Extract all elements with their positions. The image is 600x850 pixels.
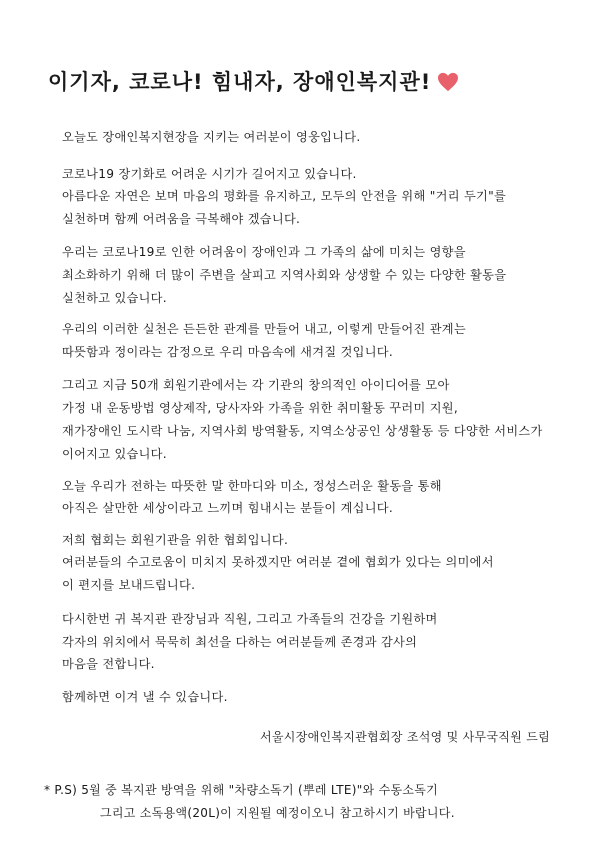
signature: 서울시장애인복지관협회장 조석영 및 사무국직원 드림	[260, 730, 550, 744]
heart-icon	[437, 72, 459, 92]
paragraph-line: 가정 내 운동방법 영상제작, 당사자와 가족을 위한 취미활동 꾸러미 지원,	[62, 401, 459, 415]
postscript-line: 그리고 소독용액(20L)이 지원될 예정이오니 참고하시기 바랍니다.	[100, 806, 455, 820]
paragraph-line: 아름다운 자연은 보며 마음의 평화를 유지하고, 모두의 안전을 위해 "거리 두기"를	[62, 189, 507, 203]
paragraph-line: 재가장애인 도시락 나눔, 지역사회 방역활동, 지역소상공인 상생활동 등 다양한 서비스가	[62, 424, 543, 438]
paragraph-line: 이어지고 있습니다.	[62, 447, 167, 461]
paragraph-line: 다시한번 귀 복지관 관장님과 직원, 그리고 가족들의 건강을 기원하며	[62, 612, 438, 626]
title-text: 이기자, 코로나! 힘내자, 장애인복지관!	[48, 70, 432, 94]
paragraph-line: 이 편지를 보내드립니다.	[62, 578, 196, 592]
paragraph-line: 코로나19 장기화로 어려운 시기가 길어지고 있습니다.	[62, 167, 357, 181]
paragraph-line: 실천하며 함께 어려움을 극복해야 겠습니다.	[62, 212, 301, 226]
paragraph-line: 마음을 전합니다.	[62, 657, 155, 671]
paragraph-line: 그리고 지금 50개 회원기관에서는 각 기관의 창의적인 아이디어를 모아	[62, 378, 450, 392]
greeting-line: 오늘도 장애인복지현장을 지키는 여러분이 영웅입니다.	[62, 130, 361, 144]
paragraph-line: 실천하고 있습니다.	[62, 291, 167, 305]
paragraph-line: 오늘 우리가 전하는 따뜻한 말 한마디와 미소, 정성스러운 활동을 통해	[62, 479, 442, 493]
paragraph-line: 최소화하기 위해 더 많이 주변을 살피고 지역사회와 상생할 수 있는 다양한 활동을	[62, 268, 507, 282]
paragraph-line: 저희 협회는 회원기관을 위한 협회입니다.	[62, 533, 289, 547]
paragraph-line: 아직은 살만한 세상이라고 느끼며 힘내시는 분들이 계십니다.	[62, 501, 394, 515]
paragraph-line: 따뜻함과 정이라는 감정으로 우리 마음속에 새겨질 것입니다.	[62, 345, 394, 359]
closing-line: 함께하면 이겨 낼 수 있습니다.	[62, 690, 228, 704]
postscript-line: * P.S) 5월 중 복지관 방역을 위해 "차량소독기 (뿌레 LTE)"와 수동소독기	[44, 783, 439, 797]
paragraph-line: 각자의 위치에서 묵묵히 최선을 다하는 여러분들께 존경과 감사의	[62, 635, 418, 649]
letter-title	[48, 66, 568, 96]
paragraph-line: 우리는 코로나19로 인한 어려움이 장애인과 그 가족의 삶에 미치는 영향을	[62, 245, 466, 259]
paragraph-line: 여러분들의 수고로움이 미치지 못하겠지만 여러분 곁에 협회가 있다는 의미에서	[62, 555, 494, 569]
paragraph-line: 우리의 이러한 실천은 든든한 관계를 만들어 내고, 이렇게 만들어진 관계는	[62, 322, 466, 336]
